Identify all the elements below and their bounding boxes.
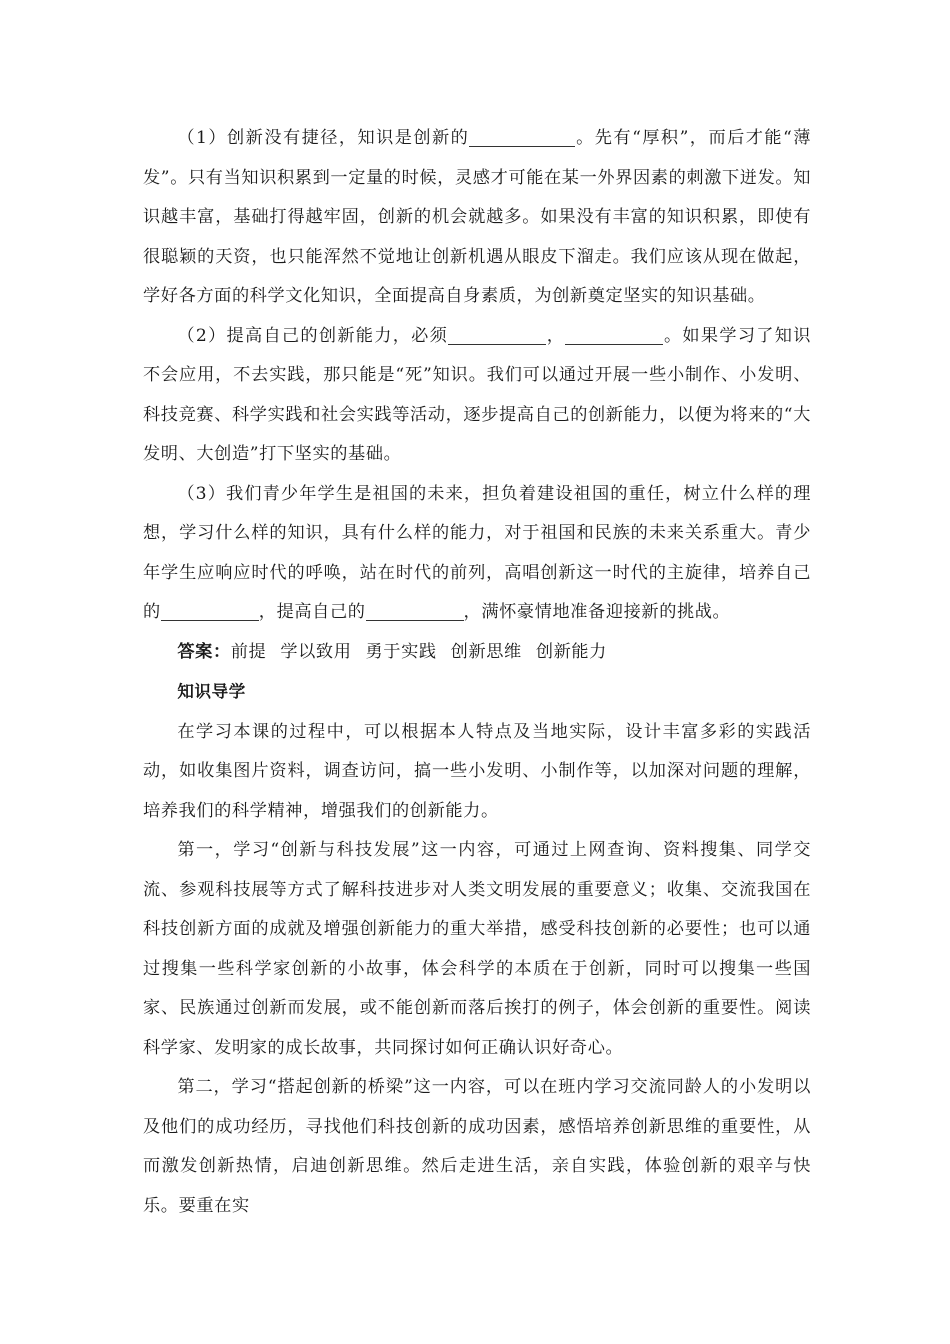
answer-item: 勇于实践 [365, 641, 437, 662]
answer-item: 创新思维 [450, 641, 522, 662]
guide-paragraph: 第一，学习“创新与科技发展”这一内容，可通过上网查询、资料搜集、同学交流、参观科技展等方式了解科技进步对人类文明发展的重要意义；收集、交流我国在科技创新方面的成就及增强创新能力的重大举措，感受科技创新的必要性；也可以通过搜集一些科学家创新的小故事，体会科学的本质在于创新，同时可以搜集一些国家、民族通过创新而发展，或不能创新而落后挨打的例子，体会创新的重要性。阅读科学家、发明家的成长故事，共同探讨如何正确认识好奇心。 [143, 840, 811, 1058]
answer-line [143, 633, 811, 673]
question-3-prefix: （3）我们青少年学生是祖国的未来，担负着建设祖国的重任，树立什么样的理想，学习什么样的知识，具有什么样的能力，对于祖国和民族的未来关系重大。青少年学生应响应时代的呼唤，站在时代的前列，高唱创新这一时代的主旋律，培养自己的 [143, 483, 811, 622]
question-3-text: ，满怀豪情地准备迎接新的挑战。 [463, 602, 731, 622]
question-2 [143, 317, 811, 475]
section-heading [143, 672, 811, 713]
answer-item: 学以致用 [280, 641, 352, 662]
question-1-prefix: （1）创新没有捷径，知识是创新的 [177, 128, 470, 148]
section-title: 知识导学 [177, 682, 246, 701]
answer-item: 前提 [230, 641, 267, 662]
question-3 [143, 475, 811, 633]
question-2-blank-2[interactable] [565, 322, 663, 345]
guide-paragraph: 在学习本课的过程中，可以根据本人特点及当地实际，设计丰富多彩的实践活动，如收集图片资料，调查访问，搞一些小发明、小制作等，以加深对问题的理解，培养我们的科学精神，增强我们的创新能力。 [143, 721, 811, 821]
answer-item: 创新能力 [535, 641, 607, 662]
answer-label: 答案： [177, 641, 231, 662]
question-2-text: 。如果学习了知识不会应用，不去实践，那只能是“死”知识。我们可以通过开展一些小制作、小发明、科技竞赛、科学实践和社会实践等活动，逐步提高自己的创新能力，以便为将来的“大发明、大创造”打下坚实的基础。 [143, 325, 812, 464]
question-3-blank-1[interactable] [161, 598, 259, 621]
question-2-comma: ， [546, 325, 566, 346]
question-3-blank-2[interactable] [366, 598, 464, 621]
question-2-prefix: （2）提高自己的创新能力，必须 [177, 325, 449, 346]
question-1-blank[interactable] [469, 124, 575, 147]
question-2-blank-1[interactable] [448, 322, 546, 345]
question-3-middle: ，提高自己的 [258, 602, 366, 622]
question-1 [143, 119, 811, 317]
document-body [143, 119, 811, 1226]
question-1-text: 。先有“厚积”，而后才能“薄发”。只有当知识积累到一定量的时候，灵感才可能在某一外界因素的刺激下迸发。知识越丰富，基础打得越牢固，创新的机会就越多。如果没有丰富的知识积累，即使有很聪颖的天资，也只能浑然不觉地让创新机遇从眼皮下溜走。我们应该从现在做起，学好各方面的科学文化知识，全面提高自身素质，为创新奠定坚实的知识基础。 [143, 128, 811, 306]
guide-paragraph: 第二，学习“搭起创新的桥梁”这一内容，可以在班内学习交流同龄人的小发明以及他们的成功经历，寻找他们科技创新的成功因素，感悟培养创新思维的重要性，从而激发创新热情，启迪创新思维。然后走进生活，亲自实践，体验创新的艰辛与快乐。要重在实 [143, 1077, 811, 1216]
